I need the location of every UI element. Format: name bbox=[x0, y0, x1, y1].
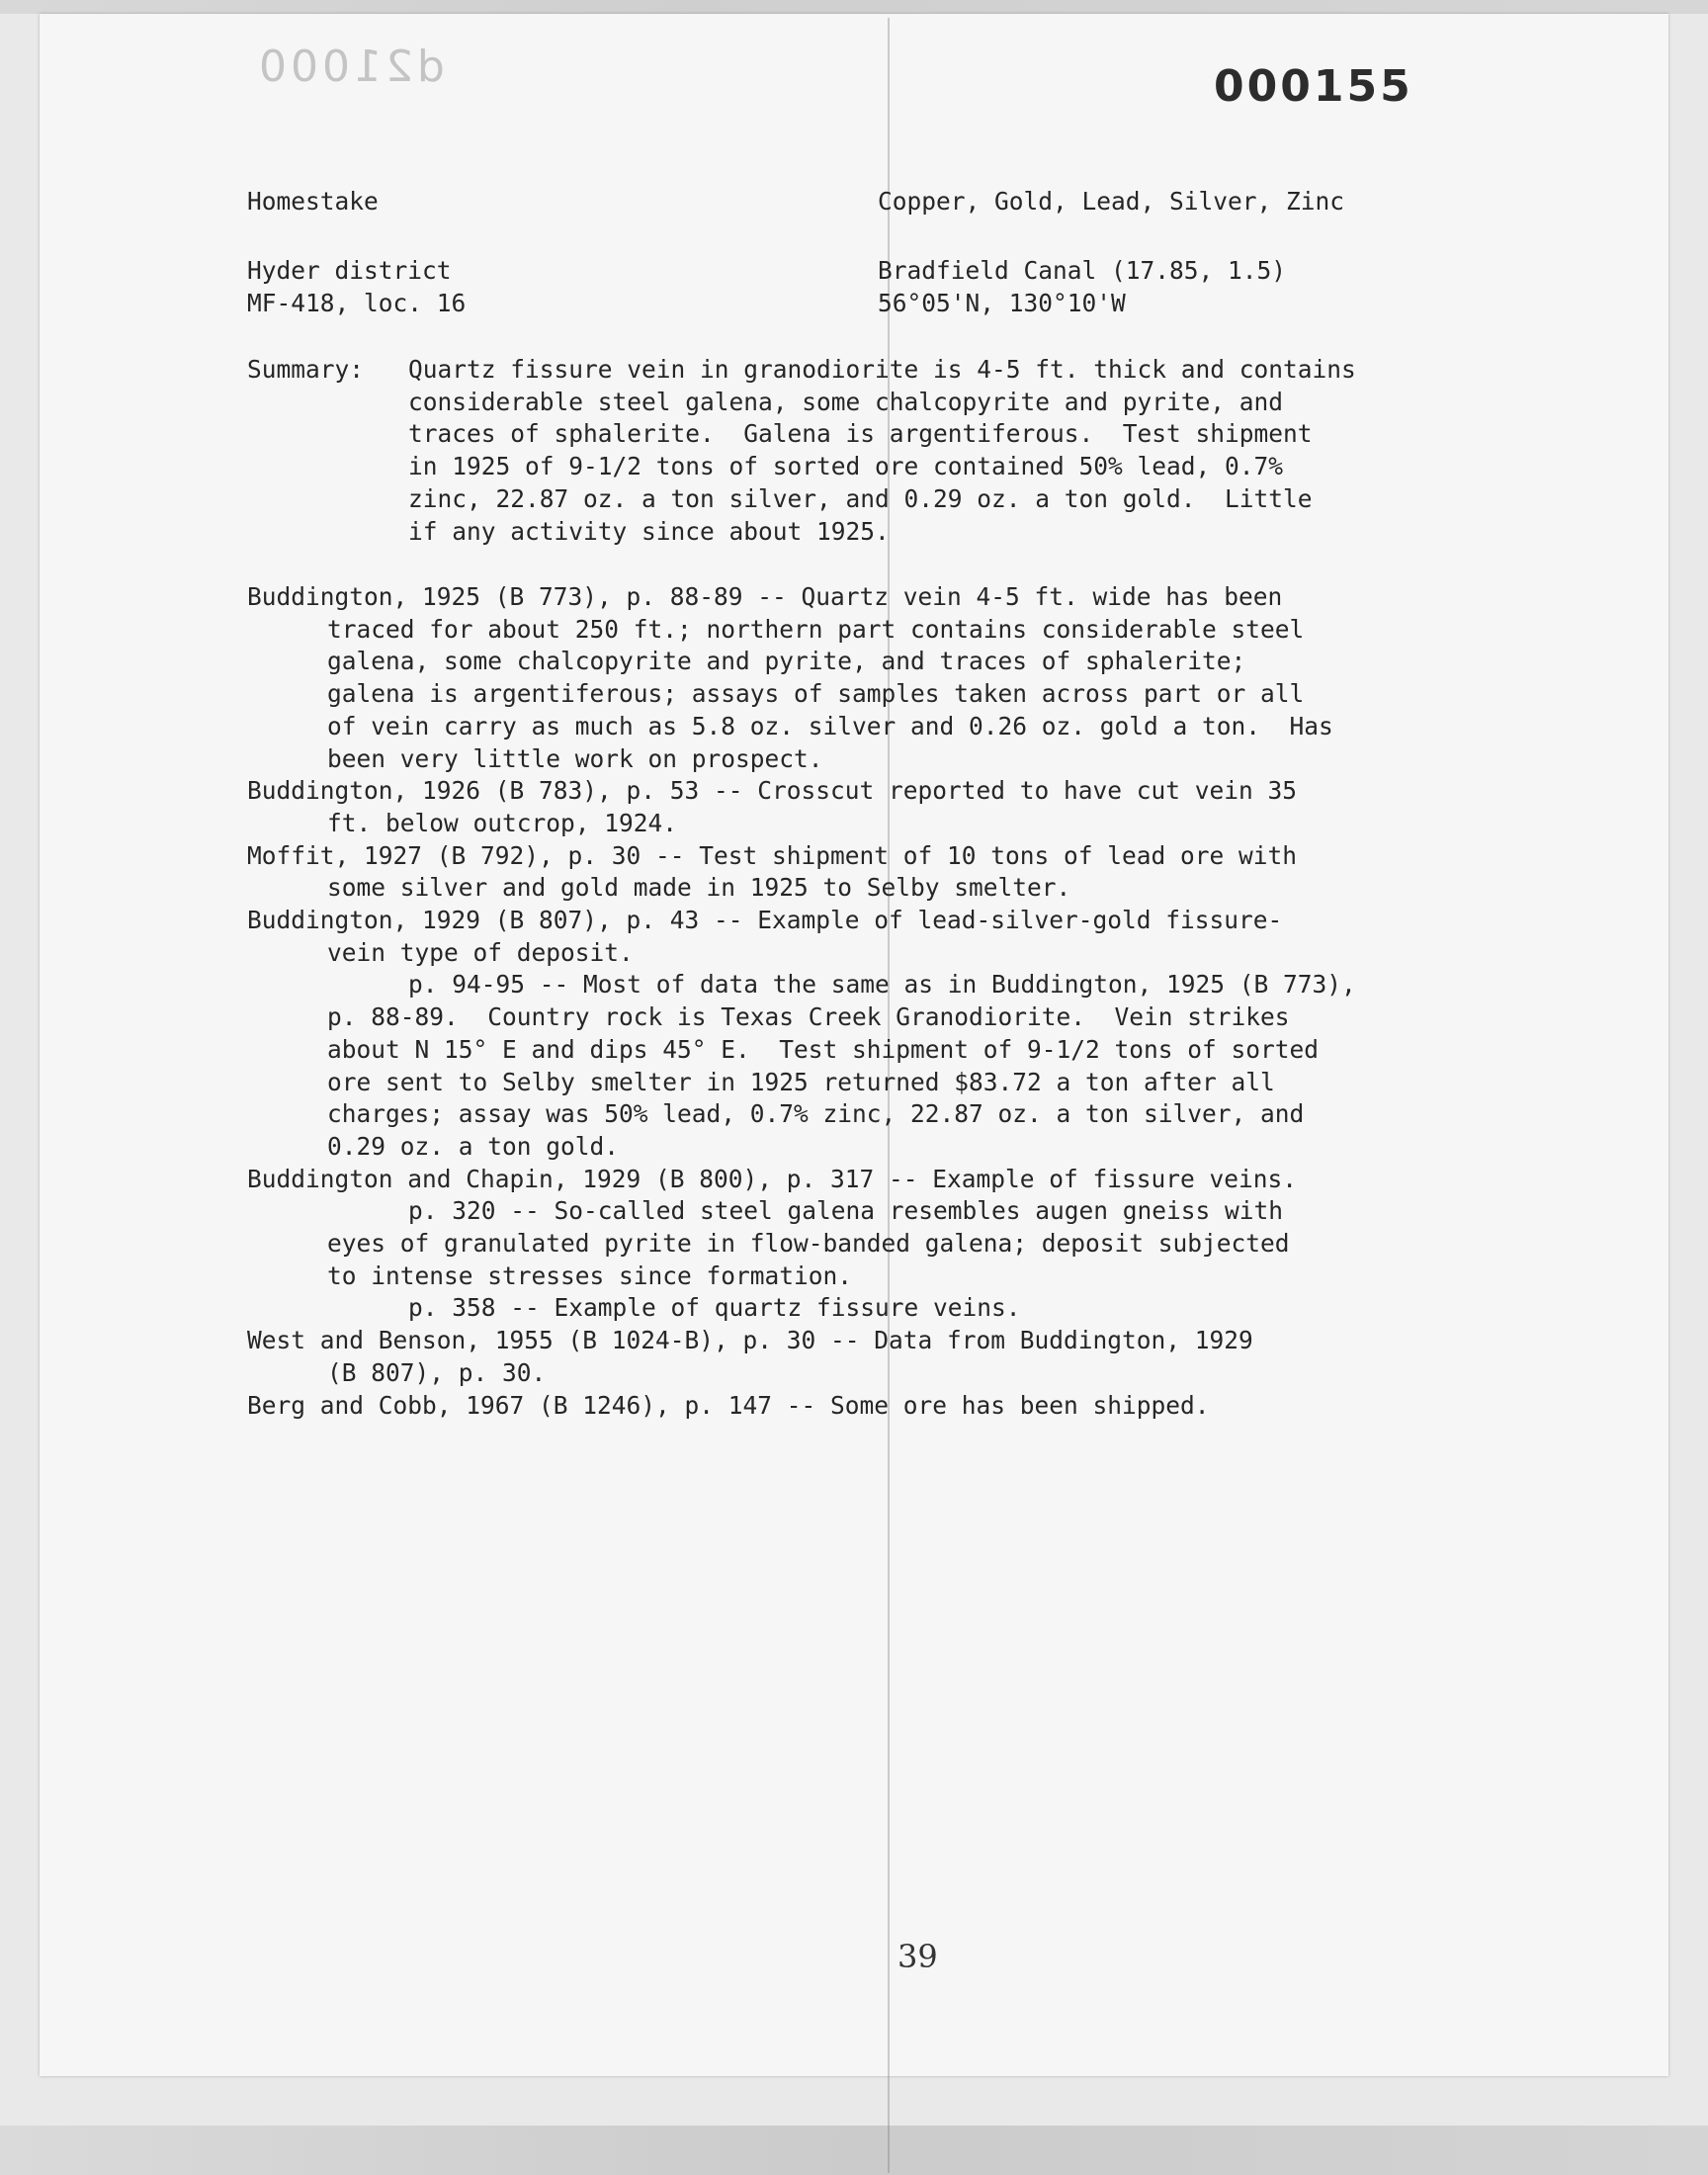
reference-line: Moffit, 1927 (B 792), p. 30 -- Test shipment of 10 tons of lead ore with bbox=[247, 840, 1298, 870]
summary-line: zinc, 22.87 oz. a ton silver, and 0.29 oz. a ton gold. Little bbox=[408, 483, 1313, 513]
reference-line: Buddington, 1926 (B 783), p. 53 -- Crosscut reported to have cut vein 35 bbox=[247, 776, 1298, 806]
summary-line: in 1925 of 9-1/2 tons of sorted ore contained 50% lead, 0.7% bbox=[408, 452, 1284, 481]
summary-line: traces of sphalerite. Galena is argentiferous. Test shipment bbox=[408, 419, 1313, 449]
document-stamp-number: 000155 bbox=[1214, 61, 1413, 112]
reference-line: charges; assay was 50% lead, 0.7% zinc, 22.87 oz. a ton silver, and bbox=[327, 1099, 1305, 1129]
reference-line: vein type of deposit. bbox=[327, 937, 634, 967]
header-site-name: Homestake bbox=[247, 187, 379, 216]
faint-stamp-number: d21000 bbox=[255, 42, 445, 92]
reference-line: p. 320 -- So-called steel galena resembles augen gneiss with bbox=[408, 1196, 1284, 1226]
reference-line: ore sent to Selby smelter in 1925 returned $83.72 a ton after all bbox=[327, 1067, 1275, 1096]
header-coordinates: 56°05'N, 130°10'W bbox=[878, 289, 1126, 317]
reference-line: p. 94-95 -- Most of data the same as in Buddington, 1925 (B 773), bbox=[408, 970, 1356, 1000]
reference-line: traced for about 250 ft.; northern part contains considerable steel bbox=[327, 614, 1305, 644]
reference-line: 0.29 oz. a ton gold. bbox=[327, 1131, 620, 1161]
reference-line: West and Benson, 1955 (B 1024-B), p. 30 -- Data from Buddington, 1929 bbox=[247, 1326, 1253, 1355]
reference-line: Berg and Cobb, 1967 (B 1246), p. 147 -- Some ore has been shipped. bbox=[247, 1390, 1210, 1420]
reference-line: galena, some chalcopyrite and pyrite, and traces of sphalerite; bbox=[327, 647, 1246, 676]
header-quadrangle: Bradfield Canal (17.85, 1.5) bbox=[878, 256, 1287, 285]
reference-line: eyes of granulated pyrite in flow-banded galena; deposit subjected bbox=[327, 1229, 1290, 1258]
reference-line: p. 358 -- Example of quartz fissure veins. bbox=[408, 1293, 1021, 1323]
reference-line: Buddington, 1925 (B 773), p. 88-89 -- Quartz vein 4-5 ft. wide has been bbox=[247, 582, 1283, 611]
reference-line: about N 15° E and dips 45° E. Test shipment of 9-1/2 tons of sorted bbox=[327, 1034, 1320, 1064]
summary-line: considerable steel galena, some chalcopyrite and pyrite, and bbox=[408, 387, 1284, 416]
reference-line: Buddington, 1929 (B 807), p. 43 -- Example of lead-silver-gold fissure- bbox=[247, 906, 1283, 934]
scan-border-top bbox=[0, 0, 1708, 14]
reference-line: to intense stresses since formation. bbox=[327, 1261, 853, 1290]
summary-line: Quartz fissure vein in granodiorite is 4-5 ft. thick and contains bbox=[408, 355, 1356, 384]
reference-line: ft. below outcrop, 1924. bbox=[327, 808, 678, 837]
reference-line: Buddington and Chapin, 1929 (B 800), p. 317 -- Example of fissure veins. bbox=[247, 1164, 1298, 1193]
header-commodities: Copper, Gold, Lead, Silver, Zinc bbox=[878, 187, 1345, 216]
header-map-location: MF-418, loc. 16 bbox=[247, 289, 467, 317]
scan-border-bottom bbox=[0, 2126, 1708, 2175]
summary-line: if any activity since about 1925. bbox=[408, 516, 890, 546]
reference-line: galena is argentiferous; assays of samples taken across part or all bbox=[327, 679, 1305, 709]
page-number: 39 bbox=[897, 1938, 938, 1975]
reference-line: p. 88-89. Country rock is Texas Creek Granodiorite. Vein strikes bbox=[327, 1002, 1290, 1032]
header-district: Hyder district bbox=[247, 256, 452, 285]
reference-line: of vein carry as much as 5.8 oz. silver and 0.26 oz. gold a ton. Has bbox=[327, 711, 1333, 740]
reference-line: (B 807), p. 30. bbox=[327, 1357, 547, 1387]
reference-line: some silver and gold made in 1925 to Selby smelter. bbox=[327, 873, 1071, 903]
reference-line: been very little work on prospect. bbox=[327, 743, 823, 773]
summary-label: Summary: bbox=[247, 355, 365, 384]
